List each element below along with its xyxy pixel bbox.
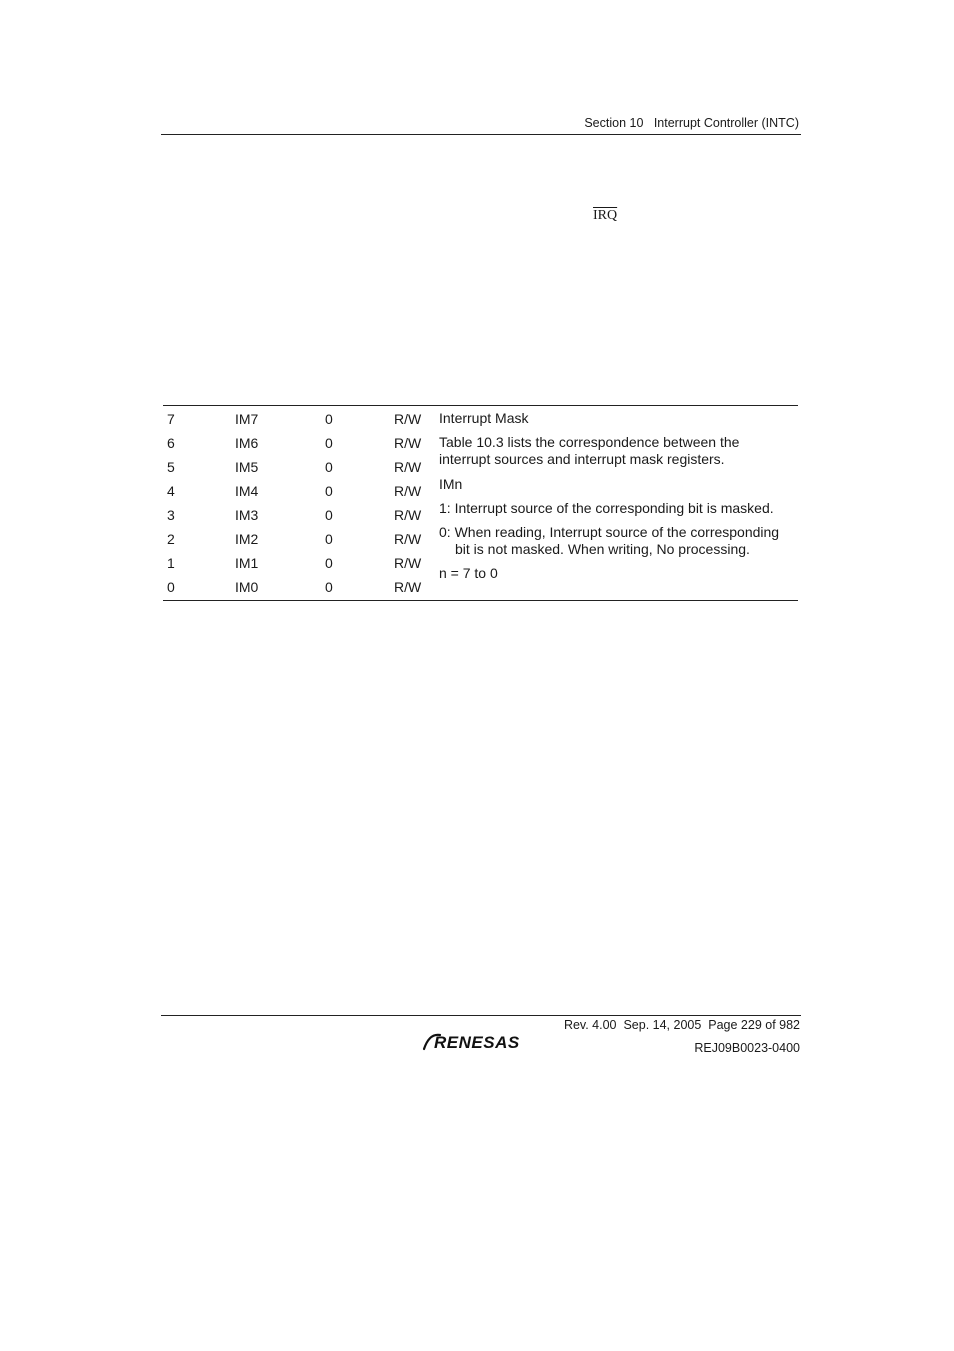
description-line: bit is not masked. When writing, No processing.: [455, 541, 750, 557]
bit-name: IM6: [235, 435, 259, 451]
bit-name: IM4: [235, 483, 259, 499]
table-row: [163, 483, 433, 501]
irq-label: $\overline{IRQ}$: [593, 208, 618, 223]
table-row: [163, 579, 433, 597]
table-row: [163, 411, 433, 429]
initial-value: 0: [325, 531, 333, 547]
description-range: n = 7 to 0: [439, 565, 498, 581]
table-row: [163, 435, 433, 453]
footer-revision: Rev. 4.00 Sep. 14, 2005 Page 229 of 982: [563, 1018, 800, 1032]
logo-text: RENESAS: [434, 1033, 520, 1052]
read-write: R/W: [394, 507, 422, 523]
bit-name: IM2: [235, 531, 259, 547]
description-not-masked: [439, 524, 799, 558]
table-row: [163, 531, 433, 549]
header-rule: [161, 134, 801, 135]
bit-number: 3: [167, 507, 175, 523]
running-header: Section 10 Interrupt Controller (INTC): [584, 116, 799, 130]
description-paragraph: [439, 434, 799, 468]
initial-value: 0: [325, 435, 333, 451]
initial-value: 0: [325, 459, 333, 475]
bit-name: IM7: [235, 411, 259, 427]
bit-number: 7: [167, 411, 175, 427]
bit-number: 0: [167, 579, 175, 595]
bit-number: 6: [167, 435, 175, 451]
description-line: interrupt sources and interrupt mask registers.: [439, 451, 725, 467]
bit-number: 4: [167, 483, 175, 499]
bit-name: IM0: [235, 579, 259, 595]
bit-name: IM1: [235, 555, 259, 571]
bit-name: IM3: [235, 507, 259, 523]
footer-doc-number: REJ09B0023-0400: [694, 1041, 800, 1055]
footer-rule: [161, 1015, 801, 1016]
table-row: [163, 555, 433, 573]
read-write: R/W: [394, 531, 422, 547]
bit-number: 5: [167, 459, 175, 475]
table-row: [163, 459, 433, 477]
bit-number: 2: [167, 531, 175, 547]
initial-value: 0: [325, 507, 333, 523]
read-write: R/W: [394, 435, 422, 451]
bit-number: 1: [167, 555, 175, 571]
read-write: R/W: [394, 483, 422, 499]
read-write: R/W: [394, 411, 422, 427]
read-write: R/W: [394, 579, 422, 595]
initial-value: 0: [325, 579, 333, 595]
renesas-logo: [422, 1031, 544, 1053]
description-line: 0: When reading, Interrupt source of the corresponding: [439, 524, 780, 540]
description-title: Interrupt Mask: [439, 410, 529, 426]
initial-value: 0: [325, 411, 333, 427]
table-row: [163, 507, 433, 525]
description-line: Table 10.3 lists the correspondence between the: [439, 434, 740, 450]
read-write: R/W: [394, 555, 422, 571]
register-bit-table: [163, 405, 798, 601]
read-write: R/W: [394, 459, 422, 475]
bit-name: IM5: [235, 459, 259, 475]
description-masked: 1: Interrupt source of the corresponding bit is masked.: [439, 500, 774, 516]
initial-value: 0: [325, 483, 333, 499]
description-imn: IMn: [439, 476, 463, 492]
initial-value: 0: [325, 555, 333, 571]
